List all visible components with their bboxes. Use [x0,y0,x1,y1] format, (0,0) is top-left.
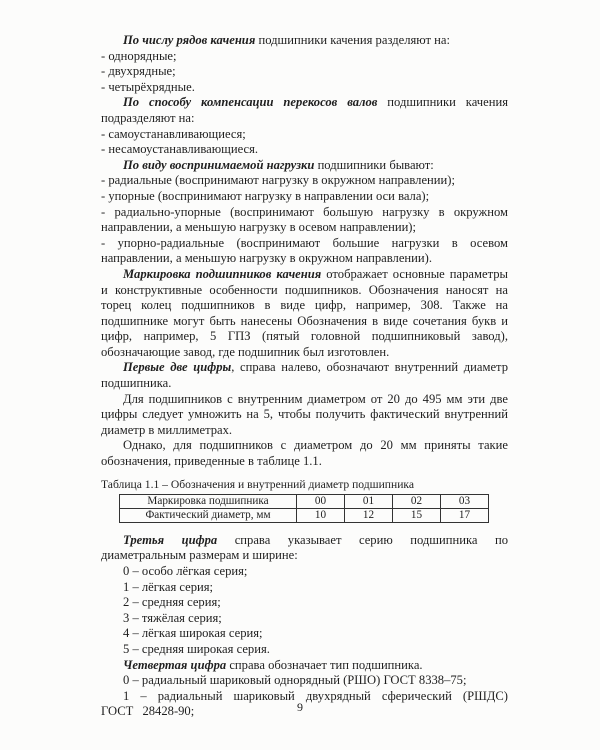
third-digit-paragraph [101,533,508,564]
page-number: 9 [297,700,303,714]
list-item: - четырёхрядные. [101,79,195,94]
list-item: 1 – лёгкая серия; [123,579,214,594]
list-item: - радиальные (воспринимают нагрузку в окружном направлении); [101,173,455,188]
table-row [120,509,489,523]
table-caption: Таблица 1.1 – Обозначения и внутренний диаметр подшипника [101,477,415,491]
list-item: - упорно-радиальные (воспринимают большие нагрузки в осевом направлении, а меньшую нагрузку в окружном направлении). [101,235,508,266]
first-two-digits-paragraph [101,360,508,391]
table-cell: 10 [297,509,345,523]
marking-paragraph [101,267,508,361]
rows-heading: По числу рядов качения [123,33,256,47]
table-cell-label: Маркировка подшипника [120,495,297,509]
load-heading-text: подшипники бывают: [314,157,434,172]
small-diameter-paragraph: Однако, для подшипников с диаметром до 20 мм приняты такие обозначения, приведенные в таблице 1.1. [101,438,508,469]
list-item: 2 – средняя серия; [123,595,221,610]
list-item: - радиально-упорные (воспринимают большую нагрузку в окружном направлении, а меньшую нагрузку в осевом направлении); [101,204,508,235]
inner-diameter-paragraph: Для подшипников с внутренним диаметром от 20 до 495 мм эти две цифры следует умножить на 5, чтобы получить фактический внутренний диаметр в миллиметрах. [101,391,508,437]
compensation-heading-paragraph [101,95,508,126]
table-cell: 15 [393,509,441,523]
list-item: 4 – лёгкая широкая серия; [123,626,263,641]
list-item: - самоустанавливающиеся; [101,126,246,141]
list-item: - однорядные; [101,48,177,63]
fourth-digit-text: справа обозначает тип подшипника. [226,657,423,672]
document-body [101,33,508,720]
list-item: 1 – радиальный шариковый двухрядный сферический (РШДС) ГОСТ 28428-90; [101,688,508,719]
list-item: 0 – радиальный шариковый однорядный (РШО) ГОСТ 8338–75; [123,673,467,688]
table-cell: 01 [345,495,393,509]
marking-text: отображает основные параметры и конструктивные особенности подшипников. Обозначения наносят на торец колец подшипников в виде цифр, например, 308. Также на подшипнике могут быть нанесены Обозначения в виде сочетания букв и цифр, например, 5 ГПЗ (пятый головной подшипниковый завод), обозначающие завод, где подшипник был изготовлен. [101,266,508,359]
fourth-digit-paragraph [101,658,508,674]
first-two-digits-text: , справа налево, обозначают внутренний диаметр подшипника. [101,360,508,391]
compensation-heading: По способу компенсации перекосов валов [123,95,378,110]
list-item: 5 – средняя широкая серия. [123,641,270,656]
designation-table [119,494,489,523]
list-item: 0 – особо лёгкая серия; [123,564,248,578]
table-cell: 00 [297,495,345,509]
third-digit-text: справа указывает серию подшипника по диаметральным размерам и ширине: [101,532,508,563]
list-item: - упорные (воспринимают нагрузку в направлении оси вала); [101,188,430,203]
table-cell: 02 [393,495,441,509]
rows-heading-paragraph [101,33,508,49]
list-item: - несамоустанавливающиеся. [101,142,259,157]
table-cell-label: Фактический диаметр, мм [120,509,297,523]
rows-heading-text: подшипники качения разделяют на: [255,33,450,47]
table-row [120,495,489,509]
table-cell: 17 [441,509,489,523]
third-digit-heading: Третья цифра [123,532,218,547]
compensation-heading-text: подшипники качения подразделяют на: [101,95,508,125]
marking-heading: Маркировка подшипников качения [123,266,322,281]
fourth-digit-heading: Четвертая цифра [123,657,227,672]
first-two-digits-heading: Первые две цифры [123,360,232,375]
load-heading-paragraph [101,158,508,174]
table-cell: 12 [345,509,393,523]
table-cell: 03 [441,495,489,509]
list-item: 3 – тяжёлая серия; [123,610,222,625]
load-heading: По виду воспринимаемой нагрузки [123,157,315,172]
list-item: - двухрядные; [101,64,176,79]
